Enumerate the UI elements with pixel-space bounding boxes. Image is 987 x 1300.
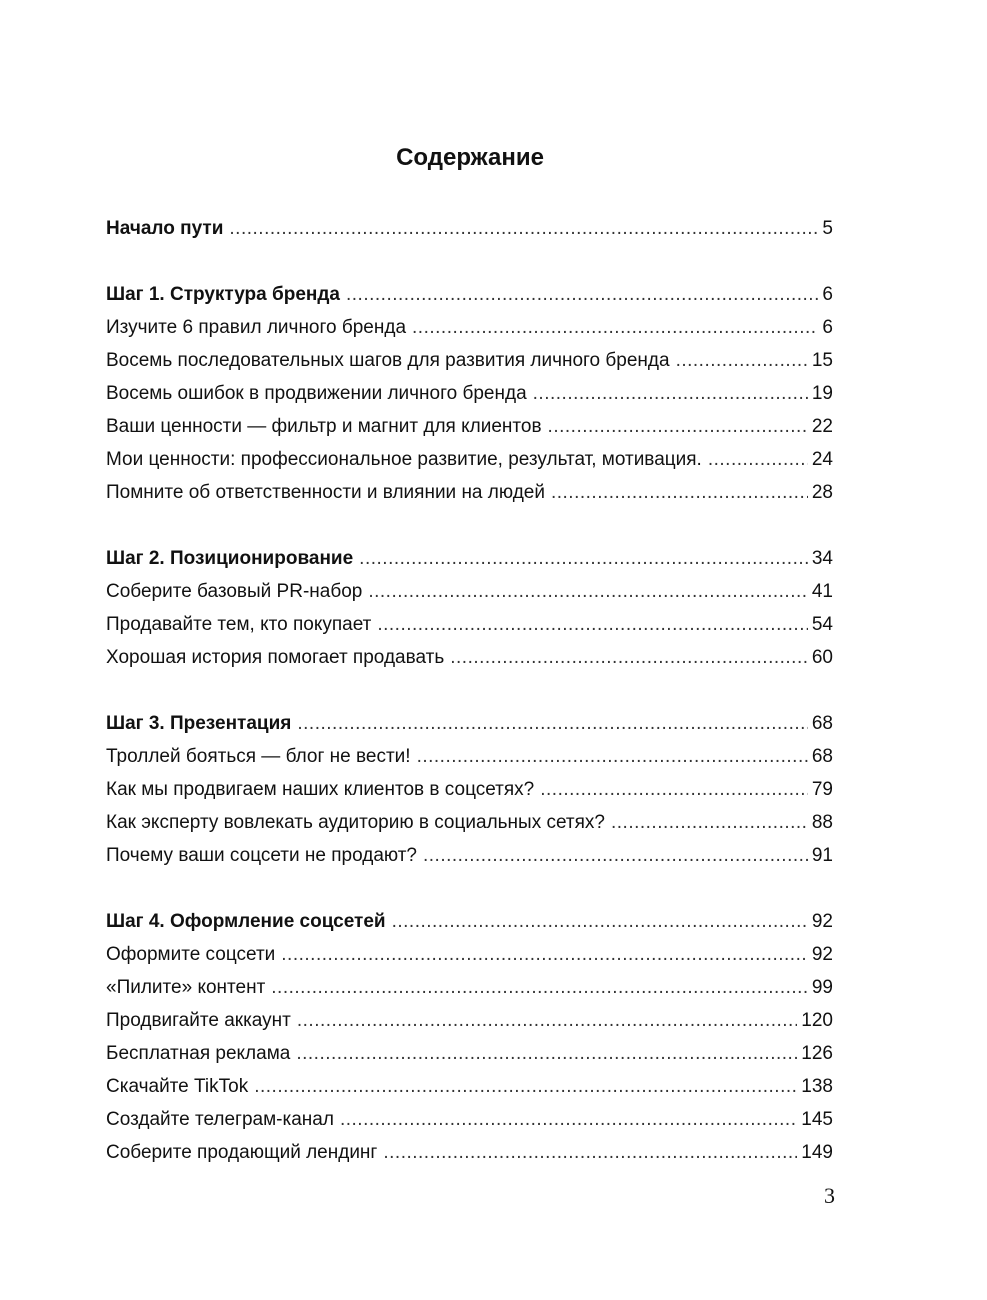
dot-leader <box>296 1037 797 1070</box>
toc-entry[interactable] <box>106 839 833 872</box>
dot-leader <box>359 542 808 575</box>
toc-heading-title: Шаг 2. Позиционирование <box>106 548 354 569</box>
toc-entry-title: Восемь ошибок в продвижении личного бренда <box>106 383 527 404</box>
toc-page-number: 22 <box>811 416 833 437</box>
toc-page-number: 79 <box>811 779 833 800</box>
toc-page-number: 41 <box>811 581 833 602</box>
toc-page-number: 92 <box>811 911 833 932</box>
toc-page-number: 54 <box>811 614 833 635</box>
toc-entry[interactable] <box>106 806 833 839</box>
toc-entry[interactable] <box>106 938 833 971</box>
toc-entry-title: Почему ваши соцсети не продают? <box>106 845 417 866</box>
toc-entry[interactable] <box>106 641 833 674</box>
toc-entry-title: Хорошая история помогает продавать <box>106 647 445 668</box>
toc-entry[interactable] <box>106 575 833 608</box>
toc-entry-title: Ваши ценности — фильтр и магнит для клиентов <box>106 416 542 437</box>
dot-leader <box>377 608 808 641</box>
toc-page-number: 6 <box>822 284 833 305</box>
dot-leader <box>297 707 807 740</box>
toc-page-number: 68 <box>811 713 833 734</box>
dot-leader <box>383 1136 797 1169</box>
toc-entry-title: Создайте телеграм-канал <box>106 1109 334 1130</box>
toc-page-number: 34 <box>811 548 833 569</box>
toc-heading[interactable] <box>106 707 833 740</box>
dot-leader <box>340 1103 797 1136</box>
toc-entry-title: Оформите соцсети <box>106 944 276 965</box>
toc-entry[interactable] <box>106 410 833 443</box>
toc-entry-title: Соберите продающий лендинг <box>106 1142 378 1163</box>
toc-heading-title: Шаг 4. Оформление соцсетей <box>106 911 386 932</box>
dot-leader <box>540 773 808 806</box>
toc-page-number: 145 <box>801 1109 833 1130</box>
toc-page-number: 91 <box>811 845 833 866</box>
toc-entry[interactable] <box>106 1136 833 1169</box>
dot-leader <box>533 377 808 410</box>
toc-heading-title: Шаг 3. Презентация <box>106 713 292 734</box>
toc-entry[interactable] <box>106 1037 833 1070</box>
toc-heading-title: Начало пути <box>106 218 224 239</box>
dot-leader <box>708 443 808 476</box>
toc-page-number: 28 <box>811 482 833 503</box>
dot-leader <box>346 278 818 311</box>
toc-entry[interactable] <box>106 740 833 773</box>
toc-page-number: 99 <box>811 977 833 998</box>
toc-entry-title: Скачайте TikTok <box>106 1076 249 1097</box>
toc-entry-title: Мои ценности: профессиональное развитие, результат, мотивация. <box>106 449 702 470</box>
dot-leader <box>281 938 808 971</box>
toc-entry[interactable] <box>106 971 833 1004</box>
toc-entry[interactable] <box>106 443 833 476</box>
toc-entry[interactable] <box>106 1004 833 1037</box>
toc-page-number: 60 <box>811 647 833 668</box>
dot-leader <box>297 1004 797 1037</box>
toc-section <box>106 542 833 674</box>
toc-section <box>106 905 833 1169</box>
toc-entry-title: Как эксперту вовлекать аудиторию в социальных сетях? <box>106 812 605 833</box>
toc-entry-title: Как мы продвигаем наших клиентов в соцсетях? <box>106 779 535 800</box>
dot-leader <box>551 476 808 509</box>
toc-entry-title: Изучите 6 правил личного бренда <box>106 317 407 338</box>
toc-page-number: 68 <box>811 746 833 767</box>
toc-entry[interactable] <box>106 377 833 410</box>
toc-page-number: 6 <box>822 317 833 338</box>
toc-entry[interactable] <box>106 773 833 806</box>
dot-leader <box>412 311 818 344</box>
toc-entry-title: Продвигайте аккаунт <box>106 1010 291 1031</box>
page-footer-number: 3 <box>824 1183 835 1208</box>
toc-page-number: 120 <box>801 1010 833 1031</box>
dot-leader <box>254 1070 797 1103</box>
dot-leader <box>676 344 808 377</box>
toc-entry-title: Троллей бояться — блог не вести! <box>106 746 411 767</box>
dot-leader <box>548 410 808 443</box>
toc-heading[interactable] <box>106 905 833 938</box>
dot-leader <box>392 905 808 938</box>
toc-page-number: 126 <box>801 1043 833 1064</box>
dot-leader <box>423 839 808 872</box>
toc-heading[interactable] <box>106 278 833 311</box>
toc-page-number: 138 <box>801 1076 833 1097</box>
dot-leader <box>611 806 808 839</box>
dot-leader <box>229 212 818 245</box>
toc-entry-title: Бесплатная реклама <box>106 1043 291 1064</box>
toc-entry-title: «Пилите» контент <box>106 977 266 998</box>
dot-leader <box>450 641 808 674</box>
toc-entry[interactable] <box>106 311 833 344</box>
toc-heading[interactable] <box>106 212 833 245</box>
toc-page-number: 24 <box>811 449 833 470</box>
toc-page-number: 19 <box>811 383 833 404</box>
toc-page-number: 15 <box>811 350 833 371</box>
toc-page-number: 149 <box>801 1142 833 1163</box>
dot-leader <box>368 575 808 608</box>
toc-entry-title: Продавайте тем, кто покупает <box>106 614 372 635</box>
toc-section <box>106 707 833 872</box>
toc-section <box>106 212 833 245</box>
dot-leader <box>417 740 808 773</box>
table-of-contents <box>106 212 833 1202</box>
toc-page-number: 92 <box>811 944 833 965</box>
page-title: Содержание <box>396 144 544 171</box>
toc-entry-title: Восемь последовательных шагов для развития личного бренда <box>106 350 670 371</box>
toc-heading[interactable] <box>106 542 833 575</box>
toc-page-number: 5 <box>822 218 833 239</box>
toc-entry[interactable] <box>106 476 833 509</box>
toc-entry-title: Соберите базовый PR-набор <box>106 581 363 602</box>
toc-entry[interactable] <box>106 1070 833 1103</box>
toc-entry[interactable] <box>106 1103 833 1136</box>
toc-entry[interactable] <box>106 344 833 377</box>
toc-page-number: 88 <box>811 812 833 833</box>
toc-section <box>106 278 833 509</box>
toc-heading-title: Шаг 1. Структура бренда <box>106 284 340 305</box>
toc-entry-title: Помните об ответственности и влиянии на людей <box>106 482 545 503</box>
dot-leader <box>271 971 808 1004</box>
toc-entry[interactable] <box>106 608 833 641</box>
